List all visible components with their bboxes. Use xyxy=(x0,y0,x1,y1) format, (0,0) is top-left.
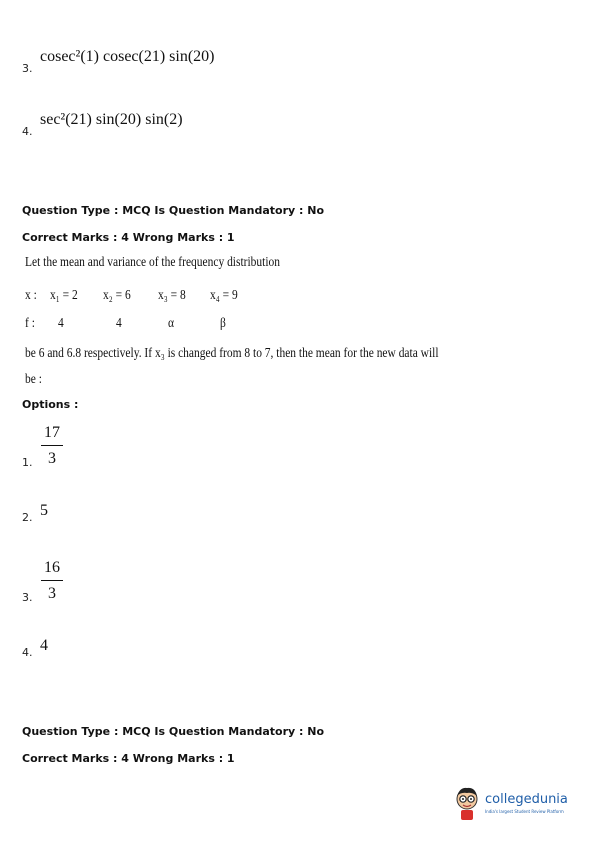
question-type-line: Question Type : MCQ Is Question Mandatory : No xyxy=(22,725,325,738)
f-row-label: f : xyxy=(25,316,35,331)
numerator: 17 xyxy=(44,424,60,441)
fraction-bar xyxy=(41,445,63,446)
f-value: 4 xyxy=(58,316,64,331)
option-number: 3. xyxy=(22,591,33,604)
option-number: 1. xyxy=(22,456,33,469)
x-value: x₁ = 2 xyxy=(50,288,78,303)
option-value[interactable]: 4 xyxy=(40,637,48,654)
question-text: be : xyxy=(25,372,42,387)
question-text: be 6 and 6.8 respectively. If x₃ is changed from 8 to 7, then the mean for the new data will xyxy=(25,346,439,361)
question-type-line: Question Type : MCQ Is Question Mandatory : No xyxy=(22,204,325,217)
f-value: β xyxy=(220,316,226,331)
option-fraction[interactable] xyxy=(41,559,63,603)
x-value: x₄ = 9 xyxy=(210,288,238,303)
f-value: 4 xyxy=(116,316,122,331)
mascot-icon xyxy=(452,786,482,822)
marks-line: Correct Marks : 4 Wrong Marks : 1 xyxy=(22,231,235,244)
logo-wordmark: collegedunia xyxy=(485,792,568,807)
option-expression: sec²(21) sin(20) sin(2) xyxy=(40,111,183,128)
collegedunia-logo xyxy=(452,784,582,824)
f-value: α xyxy=(168,316,175,331)
numerator: 16 xyxy=(44,559,60,576)
x-value: x₃ = 8 xyxy=(158,288,186,303)
logo-tagline: India's largest Student Review Platform xyxy=(485,809,564,814)
option-number: 2. xyxy=(22,511,33,524)
option-fraction[interactable] xyxy=(41,424,63,468)
fraction-bar xyxy=(41,580,63,581)
option-number: 4. xyxy=(22,646,33,659)
option-number: 3. xyxy=(22,62,33,75)
option-number: 4. xyxy=(22,125,33,138)
marks-line: Correct Marks : 4 Wrong Marks : 1 xyxy=(22,752,235,765)
denominator: 3 xyxy=(48,585,56,602)
option-expression: cosec²(1) cosec(21) sin(20) xyxy=(40,48,215,65)
x-value: x₂ = 6 xyxy=(103,288,131,303)
question-text: Let the mean and variance of the frequency distribution xyxy=(25,255,281,270)
options-label: Options : xyxy=(22,398,79,411)
option-value[interactable]: 5 xyxy=(40,502,48,519)
x-row-label: x : xyxy=(25,288,37,303)
denominator: 3 xyxy=(48,450,56,467)
